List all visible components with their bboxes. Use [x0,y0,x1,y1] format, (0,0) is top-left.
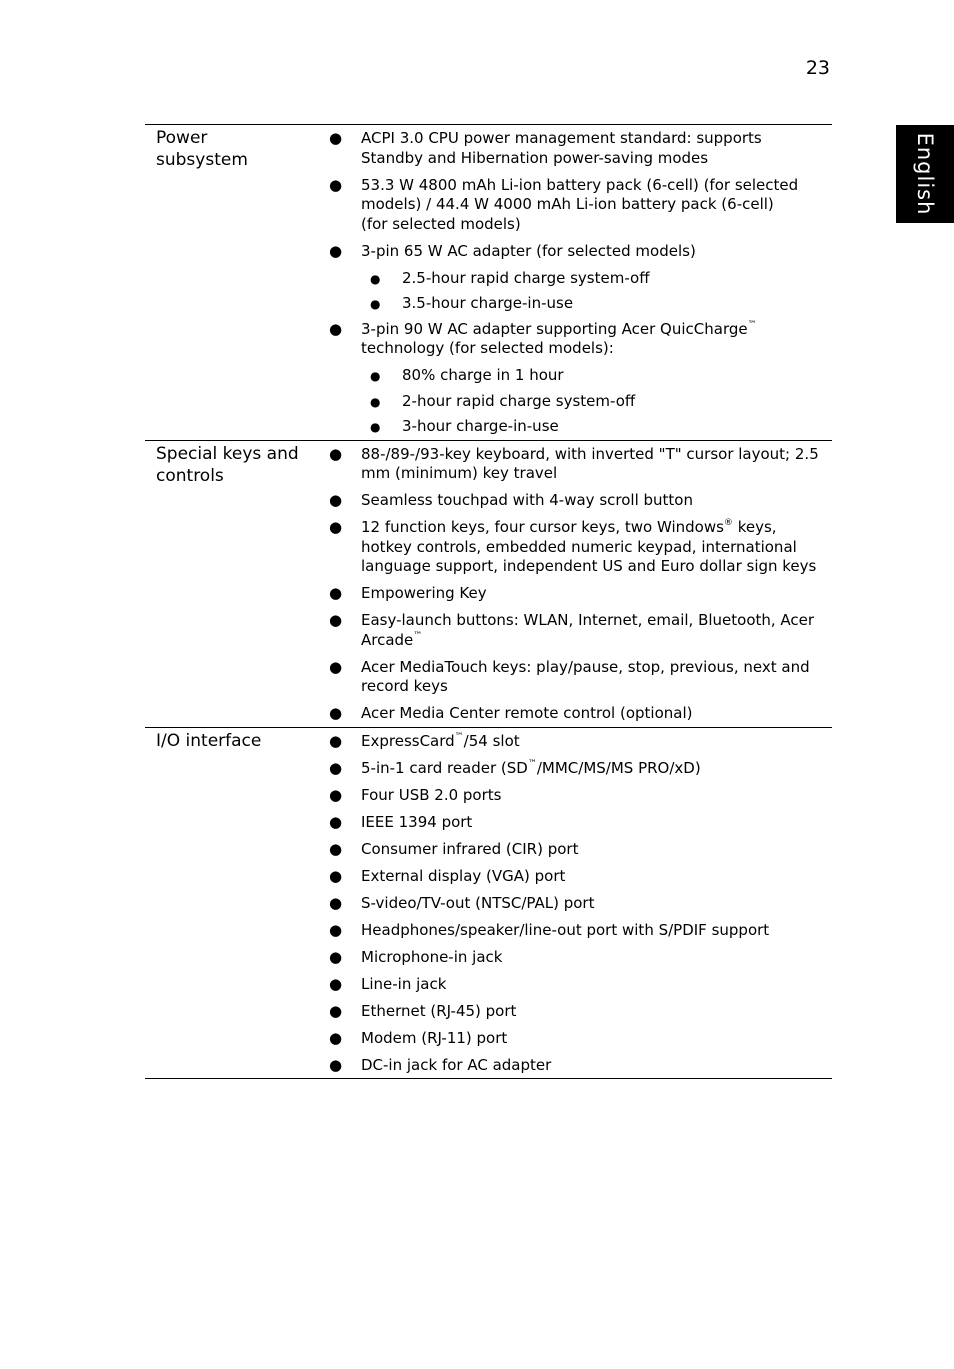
spec-item [326,611,832,650]
bullet-icon: ● [329,1028,343,1047]
spec-item-text: Line-in jack [361,974,447,993]
spec-item [326,491,832,511]
spec-item-text: S-video/TV-out (NTSC/PAL) port [361,893,595,912]
spec-sub-item [326,417,832,437]
spec-item-text: /54 slot [463,731,520,750]
spec-item-text: 5-in-1 card reader (SD [361,758,528,777]
trademark-mark: ™ [454,731,464,742]
spec-item-text: 80% charge in 1 hour [402,366,564,384]
spec-item-text: External display (VGA) port [361,866,566,885]
spec-row-label: I/O interface [156,730,262,751]
spec-item [326,894,832,914]
bullet-icon: ● [370,420,381,434]
spec-row-label: Power subsystem [156,128,248,170]
spec-item-text: keys, [732,518,777,536]
spec-item [326,1002,832,1022]
bullet-icon: ● [329,947,343,966]
spec-item [326,176,832,235]
spec-row [145,440,832,727]
spec-item [326,320,832,359]
spec-item-text: ACPI 3.0 CPU power management standard: supports [361,129,762,147]
bullet-icon: ● [329,319,343,338]
spec-item [326,584,832,604]
spec-item-text: Seamless touchpad with 4-way scroll button [361,491,693,509]
spec-item-text: Acer MediaTouch keys: play/pause, stop, previous, next and [361,657,810,676]
trademark-mark: ® [723,518,733,528]
bullet-icon: ● [329,611,343,629]
spec-item [326,1029,832,1049]
bullet-icon: ● [329,584,343,602]
page-number: 23 [805,57,830,79]
spec-item-list [326,730,832,1076]
spec-item-text: ExpressCard [361,731,455,750]
spec-item-text: Headphones/speaker/line-out port with S/PDIF support [361,920,770,939]
spec-sub-item [326,366,832,386]
spec-item [326,867,832,887]
bullet-icon: ● [329,657,343,676]
spec-item-text: Empowering Key [361,584,487,602]
bullet-icon: ● [329,758,343,777]
spec-item-text: (for selected models) [361,214,521,233]
spec-item [326,840,832,860]
spec-item-text: Standby and Hibernation power-saving modes [361,148,709,167]
spec-item [326,813,832,833]
spec-item-text: hotkey controls, embedded numeric keypad, international [361,537,797,556]
bullet-icon: ● [329,444,343,463]
spec-item [326,129,832,168]
spec-row-label: Special keys and controls [156,443,299,486]
spec-item [326,759,832,779]
spec-sub-item [326,392,832,412]
spec-item-text: DC-in jack for AC adapter [361,1055,552,1074]
spec-item [326,445,832,484]
spec-item-list [326,443,832,724]
spec-table [145,124,832,1079]
bullet-icon: ● [329,241,343,260]
spec-item-text: 53.3 W 4800 mAh Li-ion battery pack (6-cell) (for selected [361,175,799,194]
bullet-icon: ● [370,297,381,311]
trademark-mark: ™ [413,630,423,641]
spec-item-text: Arcade [361,630,414,649]
language-tab-label: English [913,132,937,216]
bullet-icon: ● [329,1055,343,1074]
spec-item-text: 12 function keys, four cursor keys, two Windows [361,518,724,536]
bullet-icon: ● [370,271,381,286]
spec-item-text: 88-/89-/93-key keyboard, with inverted "T" cursor layout; 2.5 [361,444,819,463]
bullet-icon: ● [329,1001,343,1020]
spec-row [145,124,832,440]
spec-item-text: IEEE 1394 port [361,812,473,831]
spec-row [145,727,832,1079]
spec-item [326,786,832,806]
bullet-icon: ● [329,518,343,536]
spec-item-text: 3-pin 65 W AC adapter (for selected models) [361,241,696,260]
spec-item-text: Ethernet (RJ-45) port [361,1001,517,1020]
spec-item-text: record keys [361,677,448,695]
spec-item-text: /MMC/MS/MS PRO/xD) [536,758,701,777]
spec-sub-item [326,294,832,314]
spec-item-list [326,127,832,437]
spec-item [326,948,832,968]
bullet-icon: ● [329,129,343,147]
spec-item-text: technology (for selected models): [361,339,614,357]
spec-item-text: Modem (RJ-11) port [361,1028,508,1047]
spec-item-text: Easy-launch buttons: WLAN, Internet, email, Bluetooth, Acer [361,611,815,629]
bullet-icon: ● [370,394,381,409]
spec-item [326,658,832,697]
spec-item-text: 3-hour charge-in-use [402,417,559,435]
bullet-icon: ● [329,731,343,750]
bullet-icon: ● [329,175,343,194]
spec-item-text: 2.5-hour rapid charge system-off [402,268,650,287]
spec-item-text: language support, independent US and Euro dollar sign keys [361,557,817,575]
spec-item-text: Acer Media Center remote control (optional) [361,704,693,722]
bullet-icon: ● [329,785,343,804]
bullet-icon: ● [329,920,343,939]
spec-item-text: models) / 44.4 W 4000 mAh Li-ion battery pack (6-cell) [361,195,774,213]
spec-item [326,242,832,262]
bullet-icon: ● [329,866,343,885]
spec-sub-item [326,269,832,289]
bullet-icon: ● [329,812,343,831]
spec-item-text: 3-pin 90 W AC adapter supporting Acer QuicCharge [361,319,748,338]
spec-item-text: Microphone-in jack [361,947,503,966]
language-tab [896,125,954,223]
spec-item [326,518,832,577]
spec-item [326,704,832,724]
trademark-mark: ™ [747,319,757,330]
bullet-icon: ● [329,704,343,722]
bullet-icon: ● [370,369,381,383]
bullet-icon: ● [329,839,343,858]
spec-item-text: mm (minimum) key travel [361,464,558,482]
bullet-icon: ● [329,893,343,912]
spec-item [326,975,832,995]
spec-item-text: 3.5-hour charge-in-use [402,294,574,312]
spec-item-text: Consumer infrared (CIR) port [361,839,579,858]
spec-item [326,921,832,941]
bullet-icon: ● [329,491,343,509]
spec-item [326,732,832,752]
bullet-icon: ● [329,974,343,993]
spec-item-text: 2-hour rapid charge system-off [402,391,636,410]
spec-item-text: Four USB 2.0 ports [361,785,502,804]
trademark-mark: ™ [527,758,537,769]
spec-item [326,1056,832,1076]
